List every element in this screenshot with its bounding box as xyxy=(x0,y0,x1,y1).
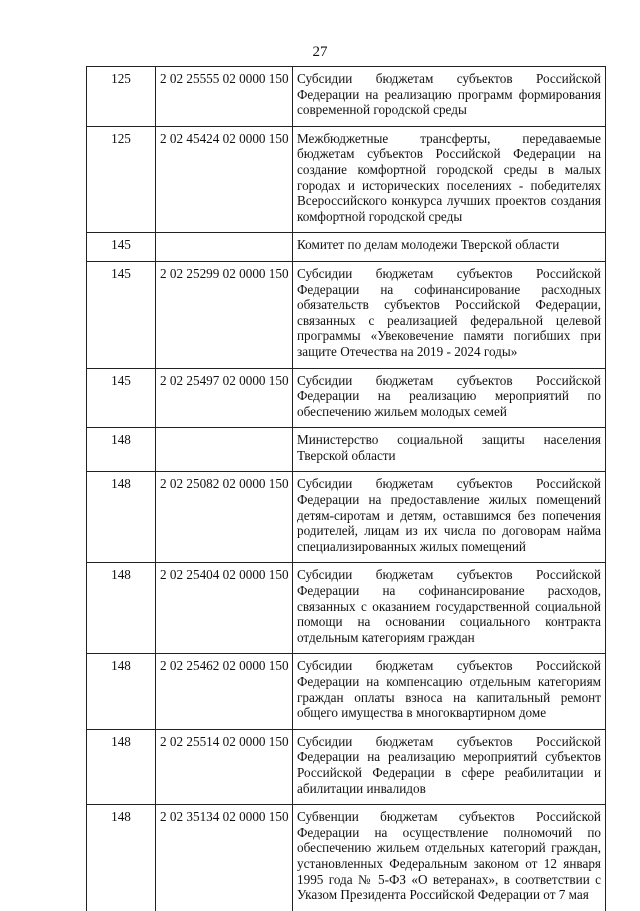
budget-code-cell: 2 02 25555 02 0000 150 xyxy=(156,67,293,127)
budget-code-cell: 2 02 25082 02 0000 150 xyxy=(156,472,293,563)
admin-code-cell: 148 xyxy=(87,654,156,729)
revenue-name-cell xyxy=(293,368,606,428)
table-row xyxy=(87,67,606,127)
budget-code-cell: 2 02 25462 02 0000 150 xyxy=(156,654,293,729)
admin-code-cell: 145 xyxy=(87,261,156,368)
table-row xyxy=(87,428,606,472)
revenue-name-cell xyxy=(293,67,606,127)
revenue-name-text: Комитет по делам молодежи Тверской области xyxy=(297,237,560,253)
revenue-name-cell xyxy=(293,472,606,563)
revenue-name-cell xyxy=(293,428,606,472)
revenue-name-cell xyxy=(293,126,606,233)
admin-code-cell: 148 xyxy=(87,729,156,804)
revenue-name-text: Субсидии бюджетам субъектов Российской Федерации на реализацию мероприятий субъектов Российской Федерации в сфере реабилитации и абилитации инвалидов xyxy=(297,733,601,796)
revenue-name-cell xyxy=(293,261,606,368)
table-row xyxy=(87,233,606,262)
admin-code-cell: 145 xyxy=(87,233,156,262)
table-row xyxy=(87,368,606,428)
admin-code-cell: 125 xyxy=(87,126,156,233)
budget-code-cell xyxy=(156,428,293,472)
revenue-name-text: Межбюджетные трансферты, передаваемые бюджетам субъектов Российской Федерации на создание комфортной городской среды в малых городах и исторических поселениях - победителях Всероссийского конкурса лучших проектов создания комфортной городской среды xyxy=(297,130,601,224)
admin-code-cell: 148 xyxy=(87,805,156,911)
revenue-name-text: Субсидии бюджетам субъектов Российской Федерации на предоставление жилых помещений детям-сиротам и детям, оставшимся без попечения родителей, лицам из их числа по договорам найма специализированных жилых помещений xyxy=(297,476,601,554)
revenue-name-cell xyxy=(293,563,606,654)
budget-code-cell: 2 02 35134 02 0000 150 xyxy=(156,805,293,911)
revenue-name-text: Министерство социальной защиты населения Тверской области xyxy=(297,432,601,463)
admin-code-cell: 148 xyxy=(87,563,156,654)
budget-code-cell: 2 02 25497 02 0000 150 xyxy=(156,368,293,428)
admin-code-cell: 148 xyxy=(87,472,156,563)
admin-code-cell: 148 xyxy=(87,428,156,472)
revenue-name-text: Субсидии бюджетам субъектов Российской Федерации на реализацию мероприятий по обеспечению жильем молодых семей xyxy=(297,372,601,419)
budget-code-cell xyxy=(156,233,293,262)
table-row xyxy=(87,261,606,368)
revenue-name-text: Субсидии бюджетам субъектов Российской Федерации на софинансирование расходов, связанных с оказанием государственной социальной помощи на основании социального контракта отдельным категориям граждан xyxy=(297,567,601,645)
table-row xyxy=(87,563,606,654)
table-row xyxy=(87,126,606,233)
revenue-name-text: Субсидии бюджетам субъектов Российской Федерации на компенсацию отдельным категориям граждан оплаты взноса на капитальный ремонт общего имущества в многоквартирном доме xyxy=(297,658,601,721)
budget-code-cell: 2 02 25299 02 0000 150 xyxy=(156,261,293,368)
revenue-name-text: Субсидии бюджетам субъектов Российской Федерации на софинансирование расходных обязательств субъектов Российской Федерации, связанных с реализацией федеральной целевой программы «Увековечение памяти погибших при защите Отечества на 2019 - 2024 годы» xyxy=(297,265,601,359)
page-number: 27 xyxy=(312,44,328,60)
table-row xyxy=(87,805,606,911)
revenue-name-text: Субвенции бюджетам субъектов Российской Федерации на осуществление полномочий по обеспечению жильем отдельных категорий граждан, установленных Федеральным законом от 12 января 1995 года № 5-ФЗ «О ветеранах», в соответствии с Указом Президента Российской Федерации от 7 мая xyxy=(297,809,601,903)
table-row xyxy=(87,472,606,563)
revenue-name-text: Субсидии бюджетам субъектов Российской Федерации на реализацию программ формирования современной городской среды xyxy=(297,71,601,118)
budget-code-cell: 2 02 25514 02 0000 150 xyxy=(156,729,293,804)
revenue-name-cell xyxy=(293,233,606,262)
revenue-name-cell xyxy=(293,805,606,911)
revenue-name-cell xyxy=(293,654,606,729)
admin-code-cell: 125 xyxy=(87,67,156,127)
admin-code-cell: 145 xyxy=(87,368,156,428)
table-row xyxy=(87,729,606,804)
table-row xyxy=(87,654,606,729)
budget-code-cell: 2 02 25404 02 0000 150 xyxy=(156,563,293,654)
budget-classification-table xyxy=(86,66,606,911)
revenue-name-cell xyxy=(293,729,606,804)
budget-code-cell: 2 02 45424 02 0000 150 xyxy=(156,126,293,233)
